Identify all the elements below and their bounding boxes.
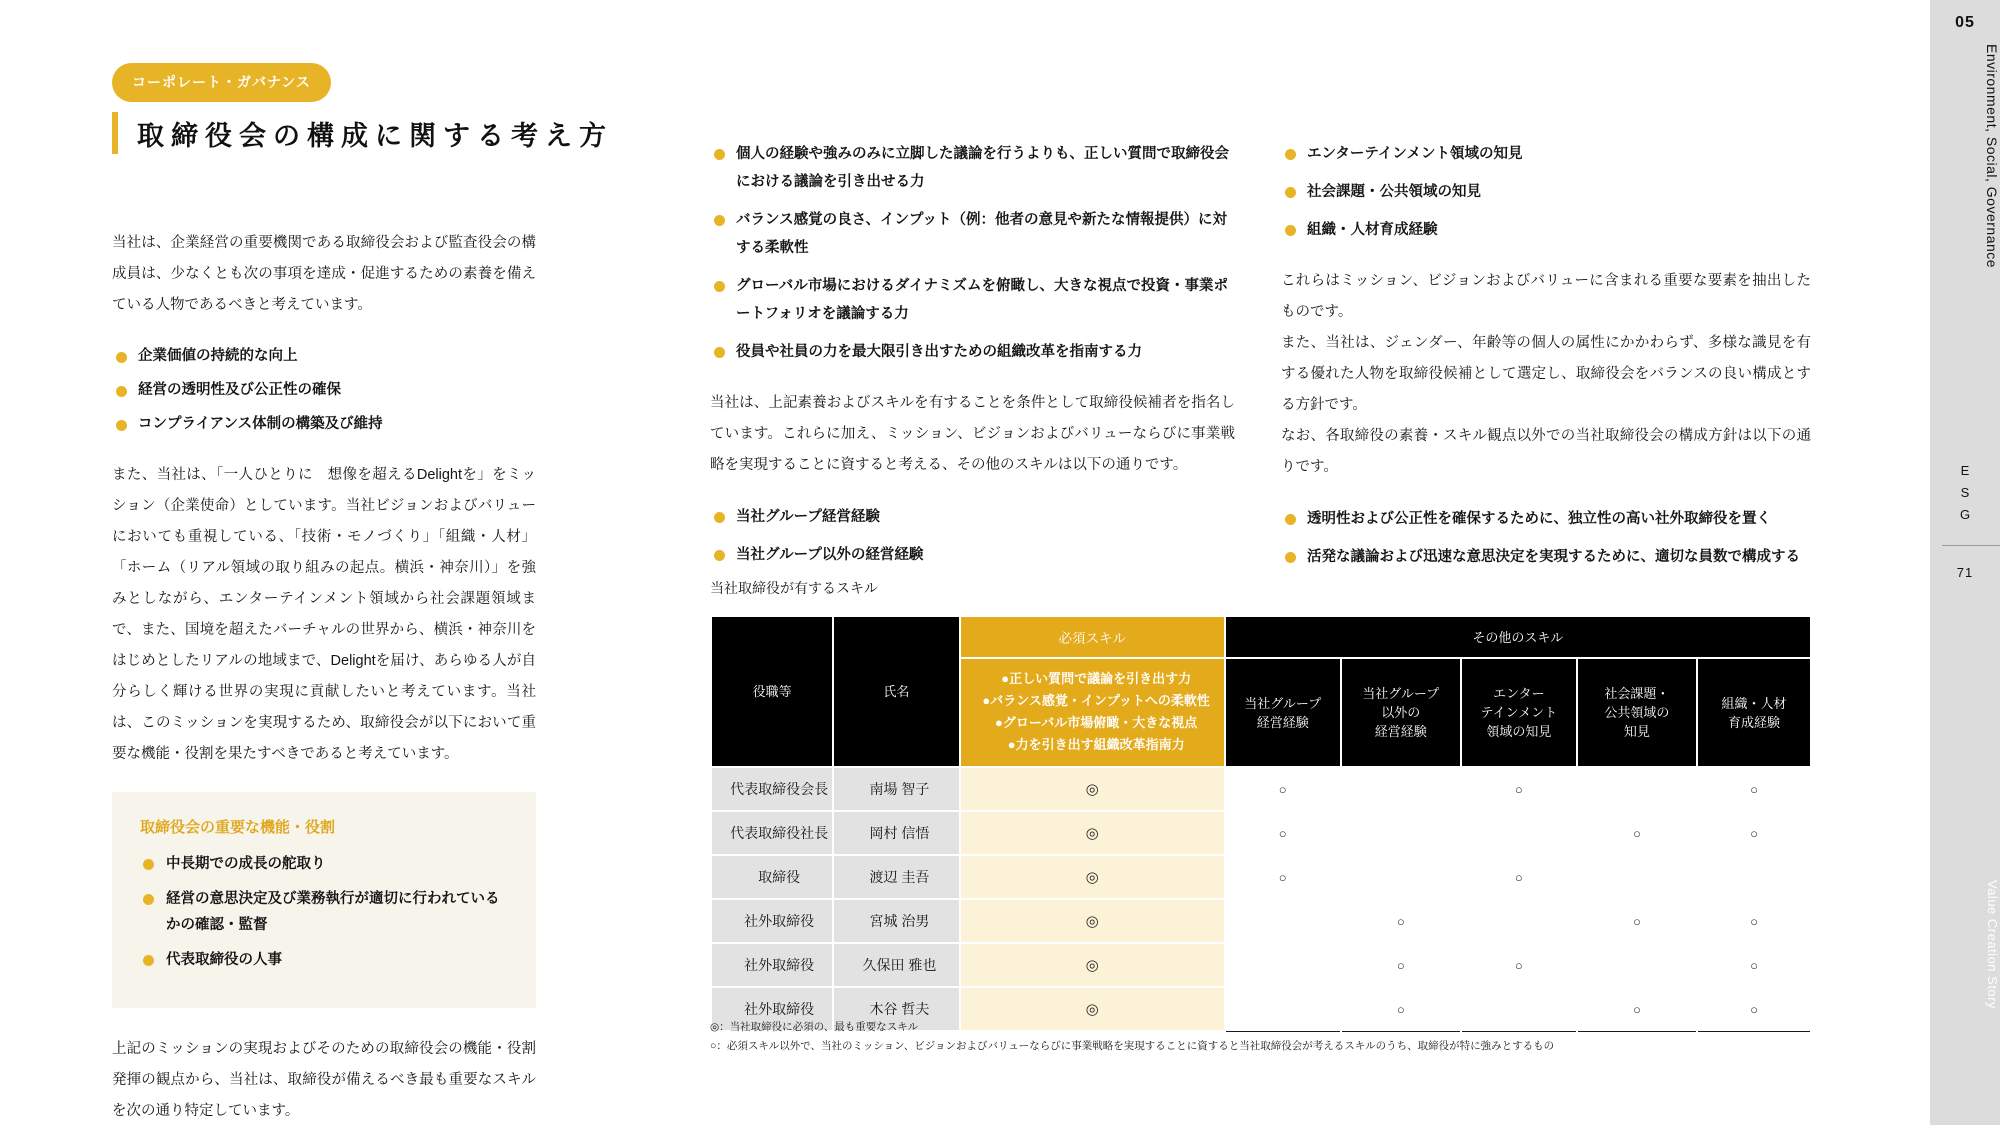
diversity-paragraph: また、当社は、ジェンダー、年齢等の個人の属性にかかわらず、多様な識見を有する優れた人物を取締役候補として選定し、取締役会をバランスの良い構成とする方針です。 [1281,335,1811,413]
board-roles-list [140,851,508,973]
cell-other-skill-mark-3 [1577,899,1697,943]
composition-policy-intro: なお、各取締役の素養・スキル観点以外での当社取締役会の構成方針は以下の通りです。 [1281,428,1811,475]
single-circle-mark: ○ [1633,1002,1641,1018]
double-circle-mark: ◎ [1085,824,1099,842]
single-circle-mark: ○ [1633,914,1641,929]
cell-name: 久保田 雅也 [833,943,959,987]
single-circle-mark: ○ [1750,826,1758,841]
single-circle-mark: ○ [1750,958,1758,973]
governance-objectives-list [112,343,536,438]
cell-position: 社外取締役 [711,943,833,987]
cell-other-skill-mark-0 [1225,767,1341,811]
table-row [711,855,1811,899]
col-header-other-4: 組織・人材 育成経験 [1697,658,1811,767]
closing-paragraph: 上記のミッションの実現およびそのための取締役会の機能・役割発揮の観点から、当社は、取締役が備えるべき最も重要なスキルを次の通り特定しています。 [112,1041,536,1119]
page-title-text: 取締役会の構成に関する考え方 [137,120,613,151]
cell-required-skill-mark [960,767,1225,811]
list-item: 役員や社員の力を最大限引き出すための組織改革を指南する力 [710,338,1235,366]
sidebar-section-number: 05 [1955,14,1975,31]
sidebar-story-label: Value Creation Story [1985,880,2000,1009]
cell-position: 代表取締役社長 [711,811,833,855]
cell-position: 代表取締役会長 [711,767,833,811]
double-circle-mark: ◎ [1085,912,1099,930]
table-footnotes [710,1018,1820,1056]
esg-letter-e: E [1960,463,1970,478]
required-skills-list [710,140,1235,366]
page-sidebar [1930,0,2000,1125]
composition-policy-list [1281,505,1811,571]
title-accent-bar [112,112,118,154]
cell-other-skill-mark-0 [1225,899,1341,943]
footnote-double-circle: ◎：当社取締役に必須の、最も重要なスキル [710,1021,919,1033]
single-circle-mark: ○ [1278,826,1287,841]
list-item: 当社グループ以外の経営経験 [710,541,1235,569]
esg-letter-g: G [1959,507,1971,522]
other-skills-list-part2 [1281,140,1811,244]
cell-other-skill-mark-3 [1577,943,1697,987]
highlight-box-title: 取締役会の重要な機能・役割 [140,819,336,836]
cell-required-skill-mark [960,811,1225,855]
right-column [1281,140,1811,593]
cell-other-skill-mark-4 [1697,811,1811,855]
required-item: ●力を引き出す組織改革指南力 [1007,737,1185,752]
list-item: 活発な議論および迅速な意思決定を実現するために、適切な員数で構成する [1281,543,1811,571]
cell-other-skill-mark-1 [1341,855,1461,899]
other-skills-list-part1 [710,503,1235,569]
middle-column [710,140,1235,591]
table-row [711,767,1811,811]
table-head [711,616,1811,767]
col-header-name: 氏名 [833,616,959,767]
double-circle-mark: ◎ [1085,780,1099,798]
skills-origin-paragraph: これらはミッション、ビジョンおよびバリューに含まれる重要な要素を抽出したものです。 [1281,273,1811,320]
single-circle-mark: ○ [1514,870,1523,885]
cell-other-skill-mark-0 [1225,855,1341,899]
cell-required-skill-mark [960,855,1225,899]
list-item: 個人の経験や強みのみに立脚した議論を行うよりも、正しい質問で取締役会における議論を引き出せる力 [710,140,1235,196]
cell-other-skill-mark-1 [1341,899,1461,943]
cell-position: 社外取締役 [711,899,833,943]
cell-other-skill-mark-4 [1697,899,1811,943]
single-circle-mark: ○ [1633,826,1641,841]
cell-other-skill-mark-3 [1577,811,1697,855]
sidebar-divider [1942,545,2000,546]
intro-paragraph: 当社は、企業経営の重要機関である取締役会および監査役会の構成員は、少なくとも次の事項を達成・促進するための素養を備えている人物であるべきと考えています。 [112,235,536,313]
cell-other-skill-mark-4 [1697,943,1811,987]
list-item: 経営の透明性及び公正性の確保 [112,377,536,404]
page-title [112,112,613,154]
single-circle-mark: ○ [1750,914,1758,929]
double-circle-mark: ◎ [1085,868,1099,886]
cell-required-skill-mark [960,943,1225,987]
single-circle-mark: ○ [1750,782,1758,797]
list-item: 中長期での成長の舵取り [140,851,508,877]
cell-other-skill-mark-3 [1577,767,1697,811]
cell-other-skill-mark-2 [1461,943,1577,987]
cell-other-skill-mark-1 [1341,943,1461,987]
single-circle-mark: ○ [1396,958,1405,973]
cell-other-skill-mark-2 [1461,811,1577,855]
cell-name: 南場 智子 [833,767,959,811]
cell-other-skill-mark-0 [1225,811,1341,855]
single-circle-mark: ○ [1396,1002,1405,1018]
footnote-single-circle: ○：必須スキル以外で、当社のミッション、ビジョンおよびバリューならびに事業戦略を実現することに資すると当社取締役会が考えるスキルのうち、取締役が特に強みとするもの [710,1040,1555,1052]
board-roles-highlight-box [112,792,536,1008]
list-item: 当社グループ経営経験 [710,503,1235,531]
list-item: コンプライアンス体制の構築及び維持 [112,411,536,438]
single-circle-mark: ○ [1514,782,1523,797]
cell-name: 木谷 哲夫 [833,987,959,1031]
cell-other-skill-mark-1 [1341,767,1461,811]
table-row [711,943,1811,987]
single-circle-mark: ○ [1278,870,1287,885]
nomination-paragraph: 当社は、上記素養およびスキルを有することを条件として取締役候補者を指名しています。これらに加え、ミッション、ビジョンおよびバリューならびに事業戦略を実現することに資すると考える、その他のスキルは以下の通りです。 [710,395,1235,473]
table-row [711,811,1811,855]
col-header-other-3: 社会課題・ 公共領域の 知見 [1577,658,1697,767]
cell-other-skill-mark-4 [1697,767,1811,811]
list-item: 経営の意思決定及び業務執行が適切に行われているかの確認・監督 [140,886,508,938]
table-group-header-row [711,616,1811,658]
cell-position: 社外取締役 [711,987,833,1031]
required-item: ●バランス感覚・インプットへの柔軟性 [982,693,1210,708]
list-item: グローバル市場におけるダイナミズムを俯瞰し、大きな視点で投資・事業ポートフォリオを議論する力 [710,272,1235,328]
cell-other-skill-mark-2 [1461,767,1577,811]
single-circle-mark: ○ [1396,914,1405,929]
cell-name: 岡村 信悟 [833,811,959,855]
single-circle-mark: ○ [1278,782,1287,797]
sidebar-section-title: Environment, Social, Governance [1984,44,2000,269]
left-column [112,228,536,1127]
cell-other-skill-mark-4 [1697,855,1811,899]
group-header-required: 必須スキル [960,616,1225,658]
cell-other-skill-mark-3 [1577,855,1697,899]
list-item: 社会課題・公共領域の知見 [1281,178,1811,206]
sidebar-esg-letters [1930,460,2000,526]
col-header-other-0: 当社グループ 経営経験 [1225,658,1341,767]
col-header-other-2: エンター テインメント 領域の知見 [1461,658,1577,767]
list-item: 組織・人材育成経験 [1281,216,1811,244]
required-item: ●正しい質問で議論を引き出す力 [1001,671,1192,686]
required-item: ●グローバル市場俯瞰・大きな視点 [995,715,1198,730]
list-item: バランス感覚の良さ、インプット（例：他者の意見や新たな情報提供）に対する柔軟性 [710,206,1235,262]
table-body [711,767,1811,1031]
col-header-other-1: 当社グループ 以外の 経営経験 [1341,658,1461,767]
single-circle-mark: ○ [1750,1002,1758,1018]
single-circle-mark: ○ [1514,958,1523,973]
group-header-other: その他のスキル [1225,616,1811,658]
list-item: 企業価値の持続的な向上 [112,343,536,370]
esg-letter-s: S [1960,485,1970,500]
list-item: 代表取締役の人事 [140,947,508,973]
list-item: エンターテインメント領域の知見 [1281,140,1811,168]
double-circle-mark: ◎ [1085,956,1099,974]
table-row [711,899,1811,943]
cell-other-skill-mark-1 [1341,811,1461,855]
list-item: 透明性および公正性を確保するために、独立性の高い社外取締役を置く [1281,505,1811,533]
cell-other-skill-mark-0 [1225,943,1341,987]
table-caption: 当社取締役が有するスキル [710,580,878,596]
cell-position: 取締役 [711,855,833,899]
skills-matrix-table [710,615,1812,1032]
section-badge: コーポレート・ガバナンス [112,63,331,102]
skills-matrix-section [710,578,1812,1032]
col-header-required-items [960,658,1225,767]
cell-name: 渡辺 圭吾 [833,855,959,899]
mission-paragraph: また、当社は、「一人ひとりに 想像を超えるDelightを」をミッション（企業使命）としています。当社ビジョンおよびバリューにおいても重視している、「技術・モノづくり」「組織・人材」「ホーム（リアル領域の取り組みの起点。横浜・神奈川）」を強みとしながら、エンターテインメント領域から社会課題領域まで、また、国境を超えたバーチャルの世界から、横浜・神奈川をはじめとしたリアルの地域まで、Delightを届け、あらゆる人が自分らしく輝ける世界の実現に貢献したいと考えています。当社は、このミッションを実現するため、取締役会が以下において重要な機能・役割を果たすべきであると考えています。 [112,467,536,762]
col-header-position: 役職等 [711,616,833,767]
double-circle-mark: ◎ [1085,1000,1099,1018]
cell-name: 宮城 治男 [833,899,959,943]
cell-other-skill-mark-2 [1461,899,1577,943]
cell-other-skill-mark-2 [1461,855,1577,899]
sidebar-page-number: 71 [1956,565,1974,580]
cell-required-skill-mark [960,899,1225,943]
